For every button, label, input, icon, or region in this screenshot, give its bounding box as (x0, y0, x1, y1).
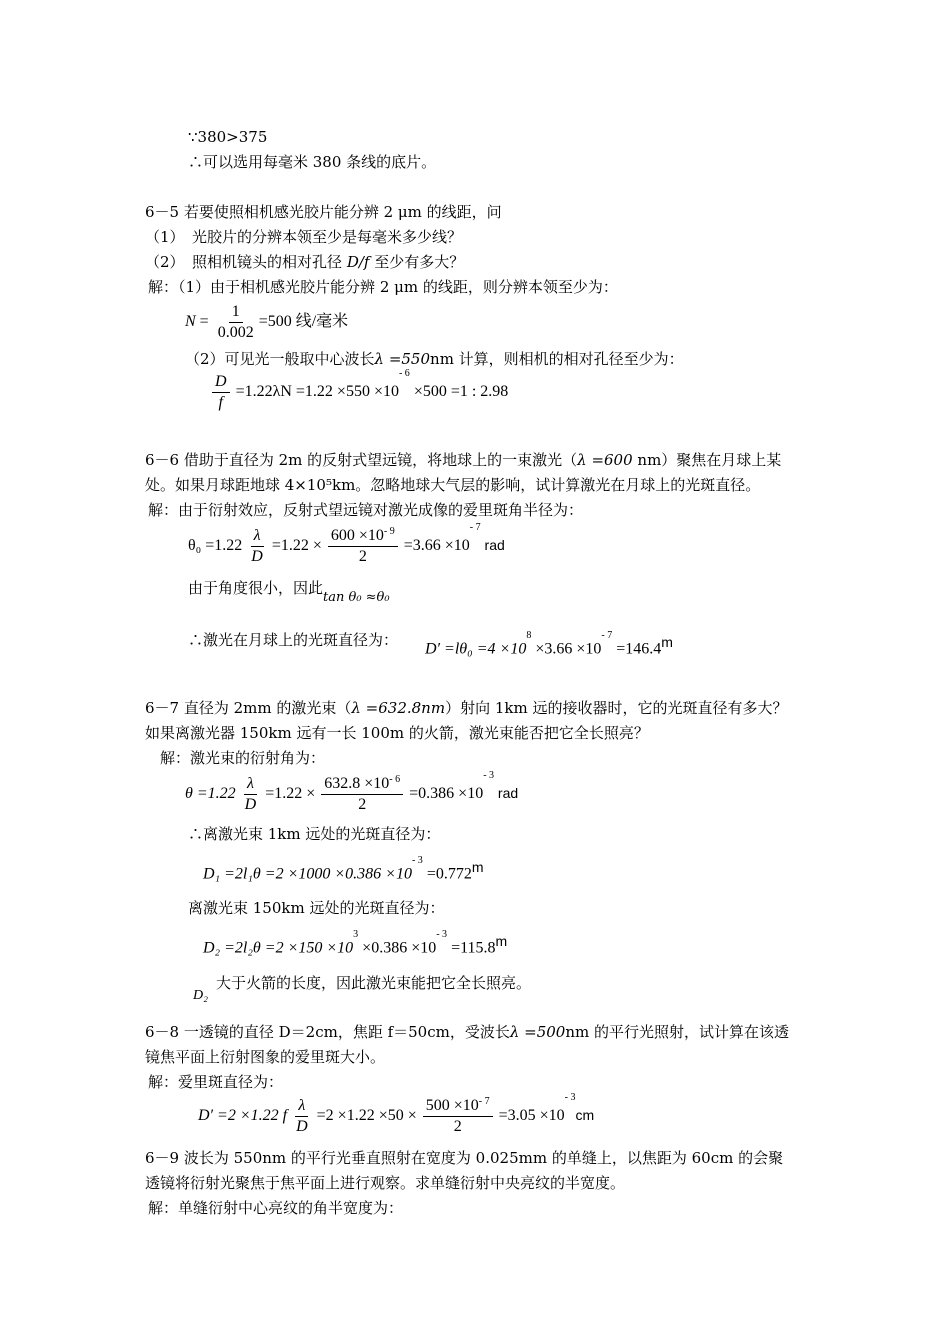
problem-title: 6－9 波长为 550nm 的平行光垂直照射在宽度为 0.025mm 的单缝上，以焦距为 60cm 的会聚 (145, 1149, 784, 1167)
problem-line: 如果离激光器 150km 远有一长 100m 的火箭，激光束能否把它全长照亮？ (145, 724, 649, 742)
numerator: λ (295, 1096, 308, 1117)
eq-text: ×500 =1 : 2.98 (409, 383, 509, 401)
text-fragment: （2）可见光一般取中心波长 (185, 350, 375, 368)
fraction (215, 302, 257, 343)
exponent: - 7 (601, 630, 613, 641)
equation (210, 368, 509, 413)
answer-line: 离激光束 150km 远处的光斑直径为： (188, 899, 445, 917)
equation (198, 1092, 595, 1137)
text-fragment: nm 计算，则相机的相对孔径至少为： (430, 350, 684, 368)
math-inline: λ =600 (577, 451, 633, 469)
exponent: 8 (526, 630, 532, 641)
text-line: ∵380>375 (188, 128, 268, 146)
question-line (145, 252, 464, 272)
denominator: D (244, 796, 257, 813)
eq-text: N (185, 313, 196, 331)
exponent: - 6 (398, 368, 410, 379)
problem-title: 6－5 若要使照相机感光胶片能分辨 2 μm 的线距，问 (145, 203, 502, 221)
answer-line: 解：单缝衍射中心亮纹的角半宽度为： (148, 1199, 404, 1217)
eq-text: D′ =2 ×1.22 f (198, 1107, 288, 1125)
eq-text: =115.8 (447, 939, 496, 957)
numerator: D (212, 372, 230, 393)
math-inline: D₂ (193, 988, 208, 1003)
text-fragment: 6－7 直径为 2mm 的激光束（ (145, 699, 352, 717)
text-fragment: 由于角度很小，因此 (188, 579, 324, 597)
problem-line: 处。如果月球距地球 4×10⁵km。忽略地球大气层的影响，试计算激光在月球上的光斑直径。 (145, 476, 761, 494)
unit: rad (480, 537, 505, 554)
eq-text: =3.05 ×10 (498, 1107, 565, 1125)
exponent: - 3 (483, 770, 495, 781)
eq-text: =0.772 (422, 865, 472, 883)
equation (203, 929, 508, 957)
equation (425, 630, 673, 658)
eq-text: 500 ×10 (425, 1097, 479, 1114)
denominator: D (251, 548, 263, 565)
equation: N = $\frac{1}{0.002}$ =500 线/毫米 (185, 303, 349, 341)
denominator: 2 (453, 1118, 462, 1135)
problem-title (145, 450, 781, 470)
equation (203, 855, 484, 883)
answer-line (188, 578, 390, 605)
eq-text: D₁ =2l₁θ =2 ×1000 ×0.386 ×10 (203, 865, 412, 883)
exponent: - 3 (564, 1092, 576, 1103)
eq-text: ×3.66 ×10 (531, 640, 602, 658)
question-line: （1） 光胶片的分辨本领至少是每毫米多少线？ (145, 228, 463, 246)
denominator: 2 (358, 796, 367, 813)
answer-line: ∴离激光束 1km 远处的光斑直径为： (188, 825, 441, 843)
exponent: - 7 (478, 1096, 490, 1107)
eq-text: =2 ×1.22 ×50 × (316, 1107, 417, 1125)
fraction (212, 372, 230, 413)
answer-line: 解：（1）由于相机感光胶片能分辨 2 μm 的线距，则分辨本领至少为： (148, 278, 618, 296)
text-fragment: ）射向 1km 远的接收器时，它的光斑直径有多大？ (445, 699, 788, 717)
denominator: 0.002 (217, 324, 254, 341)
numerator: 1 (229, 302, 243, 323)
denominator: D (296, 1118, 308, 1135)
eq-text: 600 ×10 (330, 527, 384, 544)
eq-text: θ =1.22 (185, 785, 236, 803)
fraction (293, 1096, 311, 1137)
fraction (423, 1096, 493, 1137)
numerator (423, 1096, 493, 1117)
fraction (328, 526, 398, 567)
exponent: - 3 (436, 929, 448, 940)
denominator: f (218, 394, 223, 411)
text-fragment: 至少有多大？ (369, 253, 465, 271)
numerator (321, 774, 403, 795)
fraction (242, 774, 260, 815)
eq-text: D′ =lθ₀ =4 ×10 (425, 640, 527, 658)
exponent: 3 (353, 929, 359, 940)
problem-line: 镜焦平面上衍射图象的爱里斑大小。 (145, 1048, 386, 1066)
unit: m (495, 933, 508, 949)
numerator: λ (251, 526, 264, 547)
answer-line (185, 349, 684, 369)
text-line: ∴可以选用每毫米 380 条线的底片。 (188, 153, 437, 171)
numerator (328, 526, 398, 547)
answer-line: ∴激光在月球上的光斑直径为： (188, 631, 399, 649)
text-fragment: （2） 照相机镜头的相对孔径 (145, 253, 347, 271)
math-inline: λ =550 (374, 350, 431, 368)
answer-line: 解：由于衍射效应，反射式望远镜对激光成像的爱里斑角半径为： (148, 501, 584, 519)
unit: rad (494, 785, 519, 802)
variable: D/f (346, 253, 370, 271)
eq-text: =1.22 × (271, 537, 322, 555)
text-fragment: 6－6 借助于直径为 2m 的反射式望远镜，将地球上的一束激光（ (145, 451, 578, 469)
exponent: - 6 (389, 774, 401, 785)
equation (185, 770, 519, 815)
unit: cm (575, 1107, 595, 1124)
exponent: - 3 (411, 855, 423, 866)
unit: m (661, 634, 673, 650)
eq-text: D₂ =2l₂θ =2 ×150 ×10 (203, 939, 354, 957)
eq-text: ×0.386 ×10 (358, 939, 437, 957)
eq-text: =500 线/毫米 (258, 313, 349, 331)
math-inline: λ =632.8nm (351, 699, 446, 717)
fraction (321, 774, 403, 815)
eq-text: =1.22λN =1.22 ×550 ×10 (235, 383, 399, 401)
denominator: 2 (358, 548, 367, 565)
exponent: - 7 (469, 522, 481, 533)
eq-text: θ₀ =1.22 (188, 537, 243, 555)
eq-text: =0.386 ×10 (409, 785, 484, 803)
fraction (248, 526, 266, 567)
text-fragment: 6－8 一透镜的直径 D＝2cm，焦距 f＝50cm，受波长 (145, 1023, 510, 1041)
answer-line: 解：爱里斑直径为： (148, 1073, 284, 1091)
text-fragment: nm 的平行光照射，试计算在该透 (565, 1023, 789, 1041)
problem-line: 透镜将衍射光聚焦于焦平面上进行观察。求单缝衍射中央亮纹的半宽度。 (145, 1174, 626, 1192)
answer-line: 解：激光束的衍射角为： (160, 749, 326, 767)
problem-title (145, 698, 787, 718)
eq-text: 632.8 ×10 (324, 775, 390, 792)
answer-line: 大于火箭的长度，因此激光束能把它全长照亮。 (216, 974, 532, 992)
numerator: λ (244, 774, 257, 795)
unit: m (471, 859, 484, 875)
eq-text: =3.66 ×10 (403, 537, 470, 555)
problem-title (145, 1022, 789, 1042)
equation (188, 522, 505, 567)
text-fragment: nm）聚焦在月球上某 (632, 451, 782, 469)
eq-text: =146.4 (612, 640, 662, 658)
exponent: - 9 (383, 526, 395, 537)
math-inline: tan θ₀ ≈θ₀ (323, 590, 390, 605)
eq-text: =1.22 × (265, 785, 316, 803)
math-inline: λ =500 (509, 1023, 566, 1041)
